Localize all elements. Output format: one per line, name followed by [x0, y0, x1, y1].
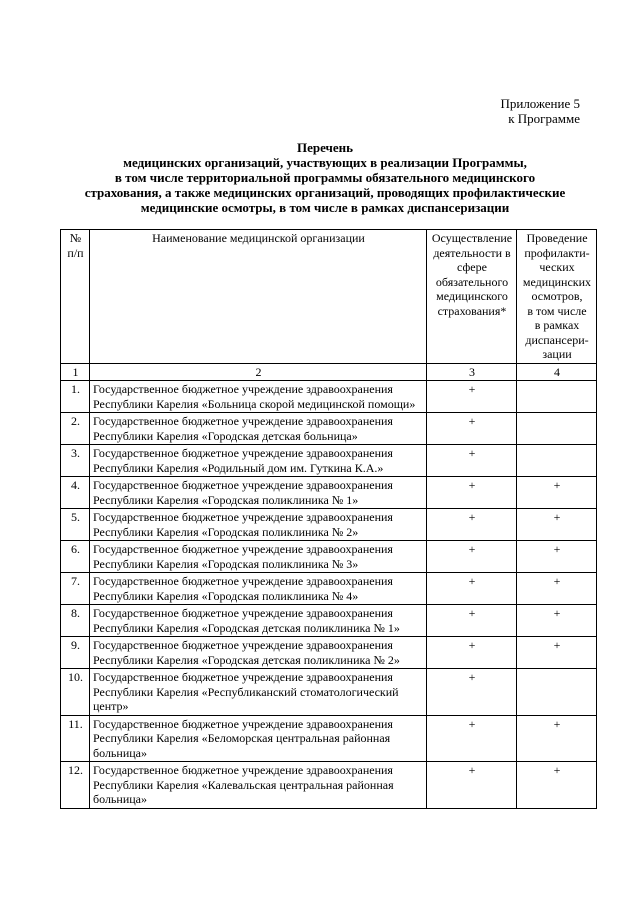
- header-name: Наименование медицинской организации: [90, 230, 427, 364]
- prof-mark: +: [517, 637, 597, 669]
- oms-mark: +: [427, 669, 517, 716]
- row-number: 5.: [61, 509, 90, 541]
- header-prof-line: диспансери-: [525, 332, 589, 347]
- header-oms-line: медицинского: [436, 289, 508, 303]
- column-number-row: [61, 363, 597, 381]
- organization-name: Государственное бюджетное учреждение здравоохранения Республики Карелия «Городская детская поликлиника № 1»: [90, 605, 427, 637]
- oms-mark: +: [427, 509, 517, 541]
- row-number: 2.: [61, 413, 90, 445]
- prof-mark: [517, 445, 597, 477]
- table-row: [61, 573, 597, 605]
- prof-mark: +: [517, 715, 597, 762]
- table-row: [61, 477, 597, 509]
- organization-name: Государственное бюджетное учреждение здравоохранения Республики Карелия «Больница скорой медицинской помощи»: [90, 381, 427, 413]
- organization-name: Государственное бюджетное учреждение здравоохранения Республики Карелия «Городская поликлиника № 1»: [90, 477, 427, 509]
- row-number: 9.: [61, 637, 90, 669]
- prof-mark: +: [517, 605, 597, 637]
- table-row: [61, 762, 597, 809]
- header-num: [61, 230, 90, 364]
- table-row: [61, 541, 597, 573]
- header-oms-line: деятельности в: [433, 245, 511, 260]
- header-prof-line: зации: [542, 347, 572, 361]
- organizations-table: [60, 229, 597, 809]
- row-number: 10.: [61, 669, 90, 716]
- oms-mark: +: [427, 605, 517, 637]
- row-number: 8.: [61, 605, 90, 637]
- prof-mark: +: [517, 762, 597, 809]
- header-prof-line: в рамках: [534, 318, 580, 332]
- table-header-row: [61, 230, 597, 364]
- organization-name: Государственное бюджетное учреждение здравоохранения Республики Карелия «Городская детская больница»: [90, 413, 427, 445]
- document-title: [40, 140, 610, 215]
- appendix-line-1: Приложение 5: [500, 96, 580, 111]
- table-row: [61, 381, 597, 413]
- title-line-2: медицинских организаций, участвующих в реализации Программы,: [123, 155, 527, 170]
- row-number: 12.: [61, 762, 90, 809]
- oms-mark: +: [427, 381, 517, 413]
- header-prof-line: ческих: [539, 260, 575, 274]
- table-row: [61, 413, 597, 445]
- table-row: [61, 509, 597, 541]
- oms-mark: +: [427, 413, 517, 445]
- organization-name: Государственное бюджетное учреждение здравоохранения Республики Карелия «Республиканский стоматологический центр»: [90, 669, 427, 716]
- row-number: 6.: [61, 541, 90, 573]
- column-number: 4: [517, 363, 597, 381]
- title-line-3: в том числе территориальной программы обязательного медицинского: [114, 170, 536, 185]
- oms-mark: +: [427, 445, 517, 477]
- header-oms-line: обязательного: [435, 274, 509, 289]
- header-num-line: п/п: [67, 245, 84, 260]
- header-oms-line: Осуществление: [431, 231, 513, 245]
- organization-name: Государственное бюджетное учреждение здравоохранения Республики Карелия «Городская поликлиника № 4»: [90, 573, 427, 605]
- header-prof-line: в том числе: [527, 303, 587, 318]
- oms-mark: +: [427, 573, 517, 605]
- organization-name: Государственное бюджетное учреждение здравоохранения Республики Карелия «Калевальская центральная районная больница»: [90, 762, 427, 809]
- column-number: 2: [90, 363, 427, 381]
- prof-mark: [517, 413, 597, 445]
- organization-name: Государственное бюджетное учреждение здравоохранения Республики Карелия «Городская поликлиника № 3»: [90, 541, 427, 573]
- row-number: 11.: [61, 715, 90, 762]
- column-number: 3: [427, 363, 517, 381]
- prof-mark: [517, 669, 597, 716]
- organization-name: Государственное бюджетное учреждение здравоохранения Республики Карелия «Городская детская поликлиника № 2»: [90, 637, 427, 669]
- row-number: 3.: [61, 445, 90, 477]
- header-prof-line: осмотров,: [531, 289, 583, 303]
- table-row: [61, 715, 597, 762]
- table-row: [61, 637, 597, 669]
- table-row: [61, 669, 597, 716]
- header-num-line: №: [69, 231, 82, 245]
- oms-mark: +: [427, 477, 517, 509]
- header-oms: [427, 230, 517, 364]
- row-number: 1.: [61, 381, 90, 413]
- header-prof: [517, 230, 597, 364]
- prof-mark: +: [517, 573, 597, 605]
- oms-mark: +: [427, 637, 517, 669]
- title-line-5: медицинские осмотры, в том числе в рамках диспансеризации: [140, 200, 510, 215]
- prof-mark: [517, 381, 597, 413]
- header-prof-line: Проведение: [526, 231, 588, 245]
- table-row: [61, 445, 597, 477]
- prof-mark: +: [517, 477, 597, 509]
- appendix-note: [430, 96, 580, 126]
- oms-mark: +: [427, 762, 517, 809]
- column-number: 1: [61, 363, 90, 381]
- organization-name: Государственное бюджетное учреждение здравоохранения Республики Карелия «Родильный дом им. Гуткина К.А.»: [90, 445, 427, 477]
- header-prof-line: профилакти-: [524, 245, 590, 260]
- title-line-4: страхования, а также медицинских организаций, проводящих профилактические: [84, 185, 566, 200]
- table-row: [61, 605, 597, 637]
- header-oms-line: сфере: [457, 260, 487, 274]
- organization-name: Государственное бюджетное учреждение здравоохранения Республики Карелия «Беломорская центральная районная больница»: [90, 715, 427, 762]
- organization-name: Государственное бюджетное учреждение здравоохранения Республики Карелия «Городская поликлиника № 2»: [90, 509, 427, 541]
- prof-mark: +: [517, 541, 597, 573]
- oms-mark: +: [427, 715, 517, 762]
- header-oms-line: страхования*: [437, 303, 507, 318]
- title-line-1: Перечень: [296, 140, 354, 155]
- header-prof-line: медицинских: [522, 274, 592, 289]
- prof-mark: +: [517, 509, 597, 541]
- oms-mark: +: [427, 541, 517, 573]
- appendix-line-2: к Программе: [508, 111, 580, 126]
- row-number: 7.: [61, 573, 90, 605]
- row-number: 4.: [61, 477, 90, 509]
